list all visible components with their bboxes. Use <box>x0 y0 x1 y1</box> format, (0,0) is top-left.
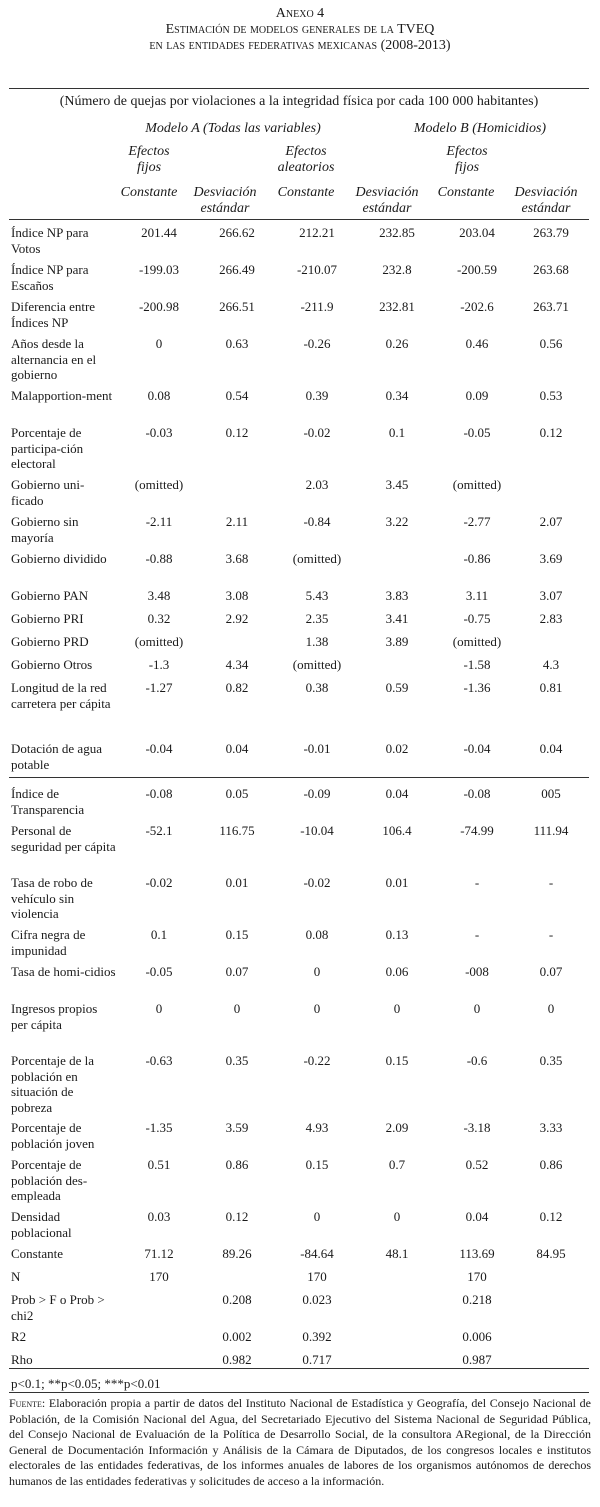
annex-heading: Estimación de modelos generales de la TVEQ <box>165 22 435 37</box>
table-cell: 0.08 <box>147 388 171 403</box>
table-cell: 0.392 <box>302 1329 332 1344</box>
table-cell: 0.13 <box>385 927 409 942</box>
table-cell: 0 <box>313 1001 321 1016</box>
table-cell: 0.01 <box>385 875 409 890</box>
table-cell: 0 <box>473 1001 481 1016</box>
table-cell: -0.86 <box>463 551 491 566</box>
row-label: Gobierno Otros <box>11 657 93 672</box>
table-cell: 0.208 <box>222 1292 252 1307</box>
annex-title <box>0 0 600 54</box>
table-cell: 0.82 <box>225 680 249 695</box>
table-cell: 71.12 <box>144 1246 174 1261</box>
table-cell: -210.07 <box>296 262 338 277</box>
table-cell: 263.71 <box>533 299 569 314</box>
row-label: Diferencia entre Índices NP <box>11 299 96 330</box>
table-cell: 3.41 <box>385 611 409 626</box>
table-cell: 170 <box>149 1269 169 1284</box>
table-cell: 263.68 <box>533 262 569 277</box>
section-rule <box>9 777 589 778</box>
table-cell: 212.21 <box>299 225 335 240</box>
row-label: Gobierno PRD <box>11 634 89 649</box>
table-cell: 0.34 <box>385 388 409 403</box>
table-cell: 0.35 <box>225 1053 249 1068</box>
table-cell: 201.44 <box>141 225 177 240</box>
header-rule <box>9 219 589 220</box>
table-cell: 84.95 <box>536 1246 566 1261</box>
table-cell: 4.3 <box>542 657 560 672</box>
annex-number: Anexo 4 <box>275 6 325 21</box>
row-label: N <box>11 1269 21 1284</box>
table-cell: -0.08 <box>463 786 491 801</box>
table-cell: -10.04 <box>300 823 334 838</box>
table-cell: 005 <box>541 786 561 801</box>
table-cell: 0 <box>393 1209 401 1224</box>
source-text: Elaboración propia a partir de datos del Instituto Nacional de Estadística y Geografía, del Consejo Nacional de Población, de la Comisión Nacional del Agua, del Secretariado Ejecutivo del Sistema Nacional de Seguridad Pública, del Consejo Nacional de Evaluación de la Política de Desarrollo Social, de la consultora ARegional, de la Dirección General de Documentación Información y Análisis de la Cámara de Diputados, de los congresos locales e institutos electorales de las entidades federativas, de los informes anuales de labores de los organismos autónomos de derechos humanos de las entidades federativas y solicitudes de acceso a la información. <box>9 1396 591 1488</box>
col-header-constante-1: Constante <box>120 185 178 200</box>
table-cell: - <box>548 875 554 890</box>
table-cell: 0 <box>155 1001 163 1016</box>
table-cell: 106.4 <box>382 823 412 838</box>
table-cell: -1.36 <box>463 680 491 695</box>
row-label: Dotación de agua potable <box>11 741 102 772</box>
table-cell: -84.64 <box>300 1246 334 1261</box>
row-label: Densidad poblacional <box>11 1209 72 1240</box>
table-cell: 116.75 <box>219 823 255 838</box>
table-cell: 3.83 <box>385 588 409 603</box>
table-cell: -0.6 <box>466 1053 488 1068</box>
table-cell: -1.3 <box>148 657 170 672</box>
table-cell: 4.34 <box>225 657 249 672</box>
table-cell: 232.81 <box>379 299 415 314</box>
table-cell: -0.75 <box>463 611 491 626</box>
table-cell: 2.07 <box>539 514 563 529</box>
table-cell: -74.99 <box>460 823 494 838</box>
row-label: Gobierno dividido <box>11 551 107 566</box>
table-cell: 266.49 <box>219 262 255 277</box>
table-cell: 3.69 <box>539 551 563 566</box>
row-label: Personal de seguridad per cápita <box>11 823 116 854</box>
table-cell: 0.46 <box>465 336 489 351</box>
table-cell: 2.03 <box>305 477 329 492</box>
table-cell: 0.1 <box>388 425 406 440</box>
table-cell: 3.33 <box>539 1120 563 1135</box>
table-cell: 0.51 <box>147 1157 171 1172</box>
table-cell: 0 <box>313 964 321 979</box>
col-header-constante-3: Constante <box>437 185 495 200</box>
table-cell: 0.1 <box>150 927 168 942</box>
row-label: Índice de Transparencia <box>11 786 85 817</box>
table-cell: 3.11 <box>465 588 489 603</box>
table-cell: 0.01 <box>225 875 249 890</box>
row-label: Malapportion-ment <box>11 388 113 403</box>
table-cell: 0.35 <box>539 1053 563 1068</box>
table-cell: 263.79 <box>533 225 569 240</box>
table-cell: 0.81 <box>539 680 563 695</box>
annex-subheading: en las entidades federativas mexicanas (2008-2013) <box>149 38 451 53</box>
table-cell: -0.02 <box>303 875 331 890</box>
table-cell: -008 <box>465 964 489 979</box>
table-cell: 3.48 <box>147 588 171 603</box>
table-cell: 170 <box>467 1269 487 1284</box>
table-cell: 0 <box>233 1001 241 1016</box>
table-cell: 3.07 <box>539 588 563 603</box>
table-cell: -199.03 <box>138 262 180 277</box>
table-cell: (omitted) <box>134 477 184 492</box>
table-cell: 0.006 <box>462 1329 492 1344</box>
row-label: Longitud de la red carretera per cápita <box>11 680 111 711</box>
table-cell: -202.6 <box>460 299 494 314</box>
table-cell: -0.02 <box>303 425 331 440</box>
row-label: Porcentaje de población des-empleada <box>11 1157 88 1203</box>
table-cell: -52.1 <box>145 823 173 838</box>
row-label: Porcentaje de la población en situación de pobreza <box>11 1053 95 1115</box>
row-label: Porcentaje de participa-ción electoral <box>11 425 84 471</box>
table-cell: 0 <box>547 1001 555 1016</box>
table-cell: -200.98 <box>138 299 180 314</box>
table-cell: 0.04 <box>539 741 563 756</box>
table-cell: 0.12 <box>539 1209 563 1224</box>
table-cell: -0.03 <box>145 425 173 440</box>
table-cell: 0.218 <box>462 1292 492 1307</box>
table-cell: -0.26 <box>303 336 331 351</box>
row-label: Gobierno PRI <box>11 611 84 626</box>
table-cell: 0.987 <box>462 1352 492 1367</box>
col-header-desviacion-3: Desviación estándar <box>514 185 578 216</box>
table-cell: -3.18 <box>463 1120 491 1135</box>
table-cell: 0 <box>393 1001 401 1016</box>
source-note <box>9 1396 591 1490</box>
col-header-desviacion-1: Desviación estándar <box>193 185 257 216</box>
table-cell: 0.07 <box>225 964 249 979</box>
table-cell: -0.01 <box>303 741 331 756</box>
table-cell: 0.86 <box>539 1157 563 1172</box>
row-label: Constante <box>11 1246 63 1261</box>
table-cell: -2.77 <box>463 514 491 529</box>
table-cell: 3.68 <box>225 551 249 566</box>
table-cell: -0.08 <box>145 786 173 801</box>
table-cell: 5.43 <box>305 588 329 603</box>
source-lead: Fuente: <box>9 1396 46 1410</box>
row-label: Años desde la alternancia en el gobierno <box>11 336 97 382</box>
table-cell: 0.32 <box>147 611 171 626</box>
row-label: R2 <box>11 1329 27 1344</box>
row-label: Índice NP para Escaños <box>11 262 89 293</box>
table-cell: 2.35 <box>305 611 329 626</box>
row-label: Porcentaje de población joven <box>11 1120 95 1151</box>
table-cell: 232.85 <box>379 225 415 240</box>
table-cell: 3.45 <box>385 477 409 492</box>
table-cell: 1.38 <box>305 634 329 649</box>
table-cell: 0.12 <box>225 425 249 440</box>
top-rule <box>9 88 589 89</box>
table-cell: 0.15 <box>225 927 249 942</box>
table-cell: 2.83 <box>539 611 563 626</box>
table-cell: 0.12 <box>539 425 563 440</box>
table-cell: (omitted) <box>452 477 502 492</box>
row-label: Gobierno PAN <box>11 588 89 603</box>
table-cell: 0.06 <box>385 964 409 979</box>
row-label: Prob > F o Prob > chi2 <box>11 1292 105 1323</box>
table-cell: 0.53 <box>539 388 563 403</box>
table-cell: 2.92 <box>225 611 249 626</box>
table-cell: 0.38 <box>305 680 329 695</box>
row-label: Cifra negra de impunidad <box>11 927 86 958</box>
table-cell: 0.63 <box>225 336 249 351</box>
table-cell: 0.023 <box>302 1292 332 1307</box>
model-a-header: Modelo A (Todas las variables) <box>145 121 321 136</box>
table-cell: - <box>548 927 554 942</box>
table-cell: 0.08 <box>305 927 329 942</box>
table-cell: -2.11 <box>145 514 173 529</box>
table-cell: 3.08 <box>225 588 249 603</box>
table-cell: -0.63 <box>145 1053 173 1068</box>
efectos-fijos-a-header: Efectos fijos <box>128 144 170 175</box>
table-cell: -0.05 <box>145 964 173 979</box>
table-cell: 2.11 <box>225 514 249 529</box>
table-cell: 203.04 <box>459 225 495 240</box>
row-label: Tasa de homi-cidios <box>11 964 116 979</box>
row-label: Rho <box>11 1352 33 1367</box>
table-cell: -1.35 <box>145 1120 173 1135</box>
table-cell: 48.1 <box>385 1246 409 1261</box>
table-cell: 232.8 <box>382 262 412 277</box>
table-cell: 89.26 <box>222 1246 252 1261</box>
table-cell: 0.09 <box>465 388 489 403</box>
table-cell: 0.717 <box>302 1352 332 1367</box>
table-cell: -211.9 <box>300 299 334 314</box>
table-cell: 0.04 <box>385 786 409 801</box>
row-label: Tasa de robo de vehículo sin violencia <box>11 875 93 921</box>
note-rule <box>9 1392 589 1393</box>
row-label: Ingresos propios per cápita <box>11 1001 98 1032</box>
table-cell: 0.02 <box>385 741 409 756</box>
table-cell: 0 <box>313 1209 321 1224</box>
row-label: Gobierno sin mayoría <box>11 514 79 545</box>
table-cell: 0.54 <box>225 388 249 403</box>
table-cell: -0.04 <box>145 741 173 756</box>
table-cell: 0.002 <box>222 1329 252 1344</box>
efectos-aleatorios-header: Efectos aleatorios <box>277 144 335 175</box>
table-cell: 266.62 <box>219 225 255 240</box>
table-cell: 0.03 <box>147 1209 171 1224</box>
table-cell: 0.07 <box>539 964 563 979</box>
model-b-header: Modelo B (Homicidios) <box>413 121 547 136</box>
table-cell: 0.12 <box>225 1209 249 1224</box>
table-cell: 113.69 <box>459 1246 495 1261</box>
table-cell: 2.09 <box>385 1120 409 1135</box>
table-cell: 0.52 <box>465 1157 489 1172</box>
table-cell: -200.59 <box>456 262 498 277</box>
table-cell: (omitted) <box>292 551 342 566</box>
row-label: Índice NP para Votos <box>11 225 89 256</box>
table-cell: - <box>474 875 480 890</box>
table-cell: (omitted) <box>134 634 184 649</box>
table-cell: 0.15 <box>305 1157 329 1172</box>
row-label: Gobierno uni-ficado <box>11 477 85 508</box>
table-cell: 3.59 <box>225 1120 249 1135</box>
table-cell: 266.51 <box>219 299 255 314</box>
table-cell: - <box>474 927 480 942</box>
table-cell: 0.05 <box>225 786 249 801</box>
table-cell: 0.982 <box>222 1352 252 1367</box>
table-cell: 170 <box>307 1269 327 1284</box>
table-cell: 0.04 <box>225 741 249 756</box>
table-cell: 3.22 <box>385 514 409 529</box>
efectos-fijos-b-header: Efectos fijos <box>446 144 488 175</box>
table-cell: -0.88 <box>145 551 173 566</box>
table-cell: 3.89 <box>385 634 409 649</box>
table-cell: -0.02 <box>145 875 173 890</box>
table-cell: 0.86 <box>225 1157 249 1172</box>
table-subtitle: (Número de quejas por violaciones a la integridad física por cada 100 000 habitantes) <box>59 94 539 109</box>
table-cell: -0.09 <box>303 786 331 801</box>
table-cell: 0 <box>155 336 163 351</box>
table-cell: -0.22 <box>303 1053 331 1068</box>
table-cell: 0.15 <box>385 1053 409 1068</box>
col-header-desviacion-2: Desviación estándar <box>355 185 419 216</box>
table-cell: 0.26 <box>385 336 409 351</box>
table-cell: 0.56 <box>539 336 563 351</box>
table-cell: (omitted) <box>452 634 502 649</box>
significance-note: p<0.1; **p<0.05; ***p<0.01 <box>11 1376 161 1391</box>
table-cell: -0.04 <box>463 741 491 756</box>
table-cell: (omitted) <box>292 657 342 672</box>
col-header-constante-2: Constante <box>277 185 335 200</box>
table-cell: -0.05 <box>463 425 491 440</box>
table-cell: 0.39 <box>305 388 329 403</box>
table-cell: -0.84 <box>303 514 331 529</box>
table-cell: 0.04 <box>465 1209 489 1224</box>
table-cell: 4.93 <box>305 1120 329 1135</box>
table-cell: 111.94 <box>533 823 569 838</box>
bottom-rule <box>9 1368 589 1369</box>
table-cell: -1.27 <box>145 680 173 695</box>
table-cell: 0.7 <box>388 1157 406 1172</box>
table-cell: 0.59 <box>385 680 409 695</box>
table-cell: -1.58 <box>463 657 491 672</box>
